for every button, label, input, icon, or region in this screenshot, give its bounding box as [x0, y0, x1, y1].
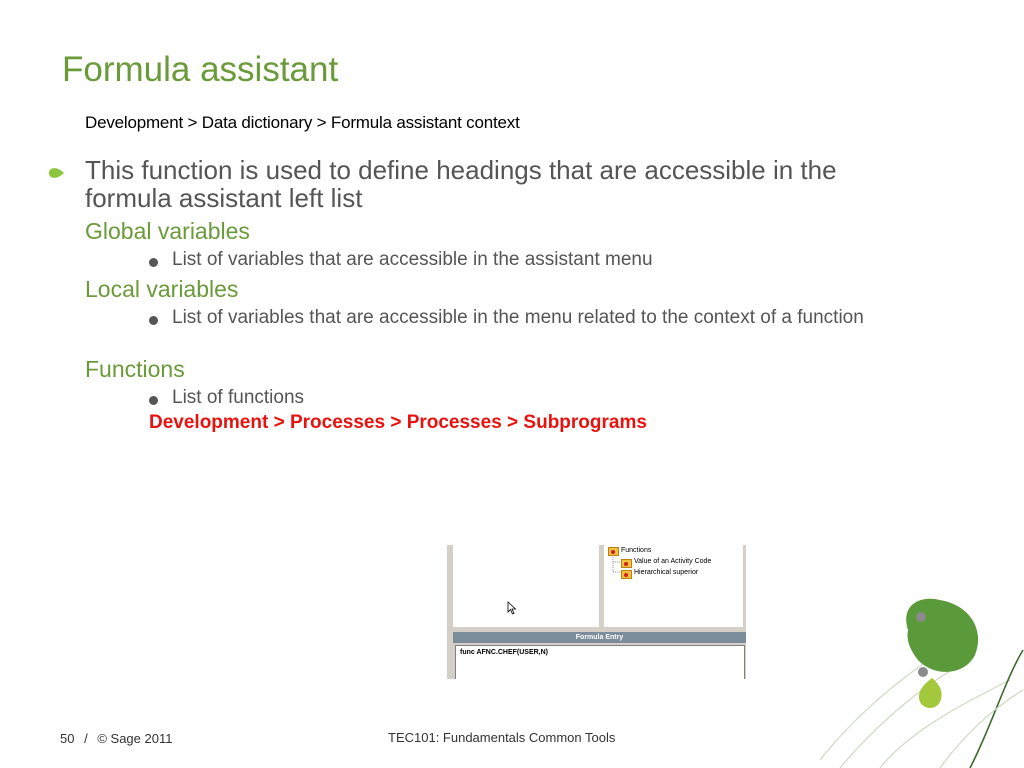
grey-dot-bullet-icon: [149, 258, 158, 267]
tree-item[interactable]: Functions: [621, 547, 652, 554]
footer-separator: /: [84, 731, 88, 746]
grey-dot-bullet-icon: [149, 396, 158, 405]
slide-title: Formula assistant: [62, 50, 339, 89]
tree-pane: [604, 545, 743, 627]
footer-course: TEC101: Fundamentals Common Tools: [388, 730, 616, 745]
formula-assistant-screenshot: [447, 545, 746, 679]
functions-item: List of functions: [172, 387, 305, 408]
subprograms-path-link: Development > Processes > Processes > Subprograms: [149, 412, 647, 433]
tree-item[interactable]: Value of an Activity Code: [634, 558, 712, 565]
footer-page-info: [60, 731, 172, 746]
formula-entry-field[interactable]: [455, 645, 745, 679]
folder-icon: [621, 570, 632, 579]
formula-entry-value: func AFNC.CHEF(USER,N): [460, 649, 549, 656]
folder-icon: [621, 559, 632, 568]
copyright: © Sage 2011: [97, 731, 173, 746]
grey-dot-bullet-icon: [149, 316, 158, 325]
functions-heading: Functions: [85, 356, 185, 382]
main-bullet-text: This function is used to define headings that are accessible in the formula assistant left list: [85, 155, 837, 213]
mouse-cursor-icon: [507, 601, 517, 615]
sage-leaf-decoration: [820, 560, 1024, 768]
breadcrumb: Development > Data dictionary > Formula assistant context: [85, 113, 520, 132]
global-variables-item: List of variables that are accessible in the assistant menu: [172, 249, 653, 270]
green-leaf-bullet-icon: [47, 165, 65, 181]
left-pane: [453, 545, 599, 627]
tree-item[interactable]: Hierarchical superior: [634, 569, 699, 576]
formula-entry-header: Formula Entry: [453, 632, 746, 643]
global-variables-heading: Global variables: [85, 218, 250, 244]
local-variables-heading: Local variables: [85, 276, 239, 302]
page-number: 50: [60, 731, 75, 746]
local-variables-item: List of variables that are accessible in the menu related to the context of a function: [172, 307, 864, 328]
